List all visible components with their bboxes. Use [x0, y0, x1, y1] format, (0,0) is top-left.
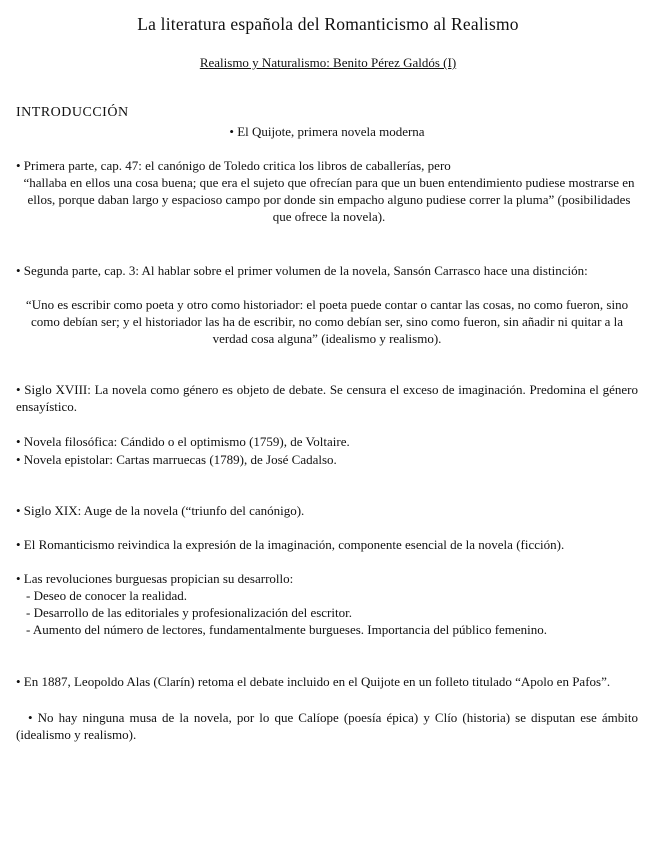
revoluciones: • Las revoluciones burguesas propician su desarrollo: — [16, 571, 294, 586]
sub-item: - Aumento del número de lectores, fundamentalmente burgueses. Importancia del público femenino. — [26, 622, 548, 637]
sub-item: - Deseo de conocer la realidad. — [26, 588, 187, 603]
quijote-line: • El Quijote, primera novela moderna — [229, 124, 425, 139]
page-title: La literatura española del Romanticismo al Realismo — [137, 14, 519, 34]
novela-filosofica: • Novela filosófica: Cándido o el optimismo (1759), de Voltaire. — [16, 434, 350, 449]
novela-epistolar: • Novela epistolar: Cartas marruecas (1789), de José Cadalso. — [16, 452, 337, 467]
segunda-parte: • Segunda parte, cap. 3: Al hablar sobre el primer volumen de la novela, Sansón Carrasco hace una distinción: — [16, 263, 588, 278]
clarin-paragraph: • En 1887, Leopoldo Alas (Clarín) retoma el debate incluido en el Quijote en un folleto titulado “Apolo en Pafos”. — [16, 674, 611, 689]
primera-quote: “hallaba en ellos una cosa buena; que era el sujeto que ofrecían para que un buen entendimiento pudiese mostrarse en ellos, porque daban largo y espacioso campo por donde sin empacho alguno pudiese correr la pluma” (posibilidades que ofrece la novela). — [23, 175, 635, 224]
sub-item: - Desarrollo de las editoriales y profesionalización del escritor. — [26, 605, 352, 620]
romanticismo: • El Romanticismo reivindica la expresión de la imaginación, componente esencial de la novela (ficción). — [16, 537, 565, 552]
siglo-xix: • Siglo XIX: Auge de la novela (“triunfo del canónigo). — [16, 503, 305, 518]
musa-paragraph: • No hay ninguna musa de la novela, por lo que Calíope (poesía épica) y Clío (historia) se disputan ese ámbito (idealismo y realismo). — [16, 710, 638, 742]
segunda-quote: “Uno es escribir como poeta y otro como historiador: el poeta puede contar o cantar las cosas, no como fueron, sino como debían ser; y el historiador las ha de escribir, no como debían ser, sino como fueron, sin añadir ni quitar a la verdad cosa alguna” (idealismo y realismo). — [25, 297, 629, 346]
intro-heading: INTRODUCCIÓN — [16, 105, 129, 120]
primera-parte: • Primera parte, cap. 47: el canónigo de Toledo critica los libros de caballerías, pero — [16, 158, 451, 173]
page-subtitle: Realismo y Naturalismo: Benito Pérez Galdós (I) — [199, 55, 457, 70]
siglo-xviii: • Siglo XVIII: La novela como género es objeto de debate. Se censura el exceso de imaginación. Predomina el género ensayístico. — [16, 382, 638, 414]
